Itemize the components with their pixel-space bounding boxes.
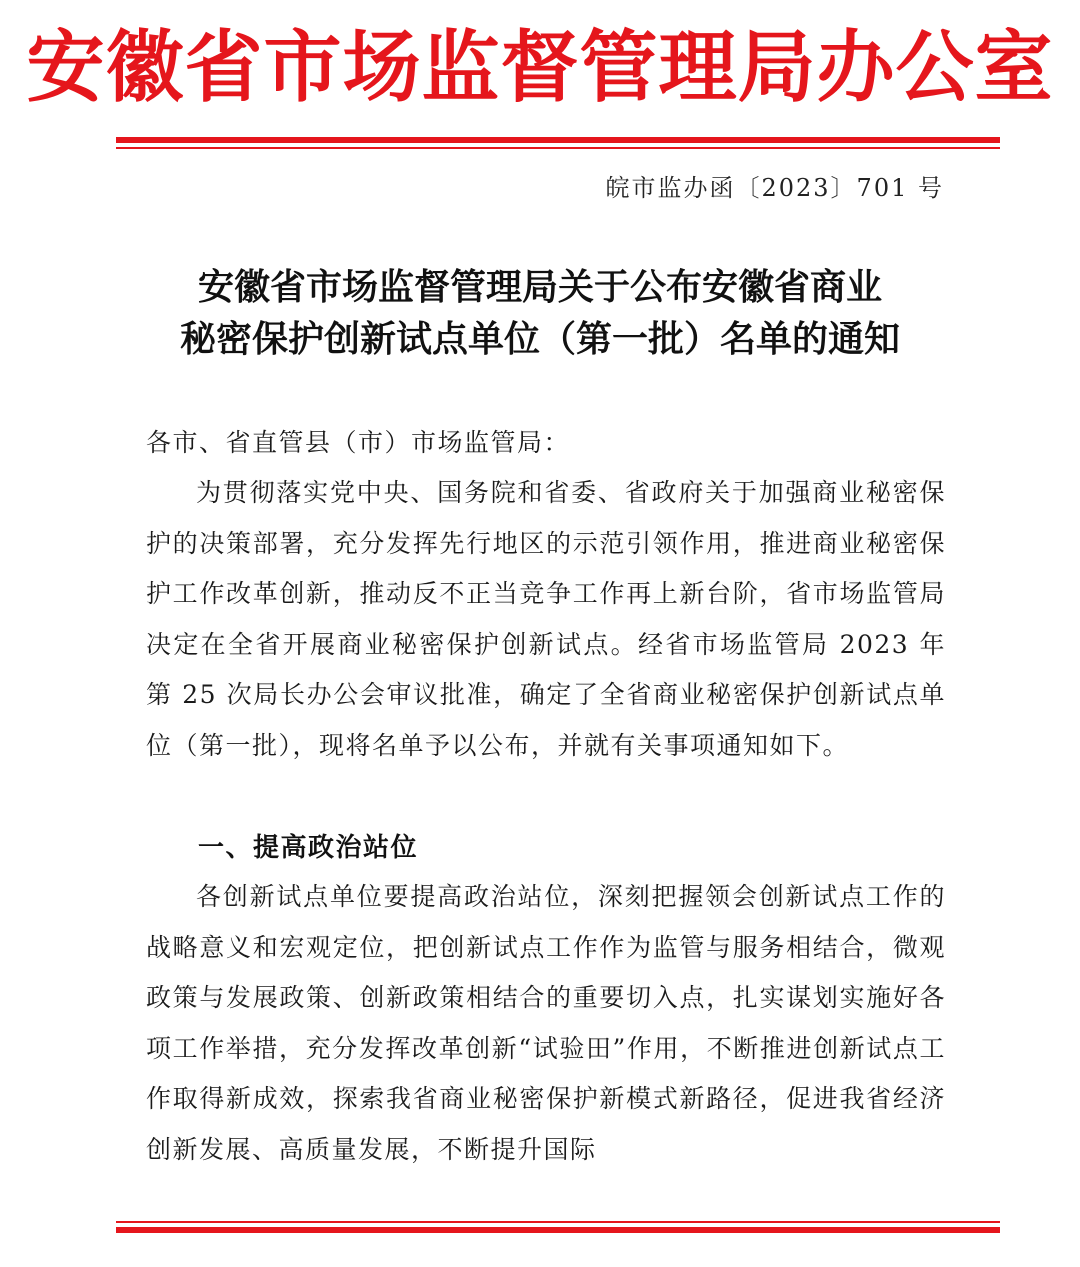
section-1-heading: 一、提高政治站位 <box>198 833 419 863</box>
footer-rule-thick <box>116 1227 1000 1233</box>
masthead-rule-thick <box>116 137 1000 143</box>
issuer-masthead: 安徽省市场监督管理局办公室 <box>26 22 1054 113</box>
document-title <box>0 262 1080 366</box>
document-title-line-2: 秘密保护创新试点单位（第一批）名单的通知 <box>179 319 900 360</box>
footer-rule-thin <box>116 1221 1000 1223</box>
masthead-rule-thin <box>116 147 1000 149</box>
paragraph-2: 各创新试点单位要提高政治站位，深刻把握领会创新试点工作的战略意义和宏观定位，把创新试点工作作为监管与服务相结合，微观政策与发展政策、创新政策相结合的重要切入点，扎实谋划实施好各项工作举措，充分发挥改革创新“试验田”作用，不断推进创新试点工作取得新成效，探索我省商业秘密保护新模式新路径，促进我省经济创新发展、高质量发展，不断提升国际 <box>146 882 946 1164</box>
salutation: 各市、省直管县（市）市场监管局： <box>146 428 571 457</box>
paragraph-1: 为贯彻落实党中央、国务院和省委、省政府关于加强商业秘密保护的决策部署，充分发挥先行地区的示范引领作用，推进商业秘密保护工作改革创新，推动反不正当竞争工作再上新台阶，省市场监管局决定在全省开展商业秘密保护创新试点。经省市场监管局 2023 年第 25 次局长办公会审议批准，确定了全省商业秘密保护创新试点单位（第一批），现将名单予以公布，并就有关事项通知如下。 <box>146 478 946 760</box>
document-number: 皖市监办函〔2023〕701 号 <box>605 174 944 202</box>
document-title-line-1: 安徽省市场监督管理局关于公布安徽省商业 <box>197 267 882 308</box>
